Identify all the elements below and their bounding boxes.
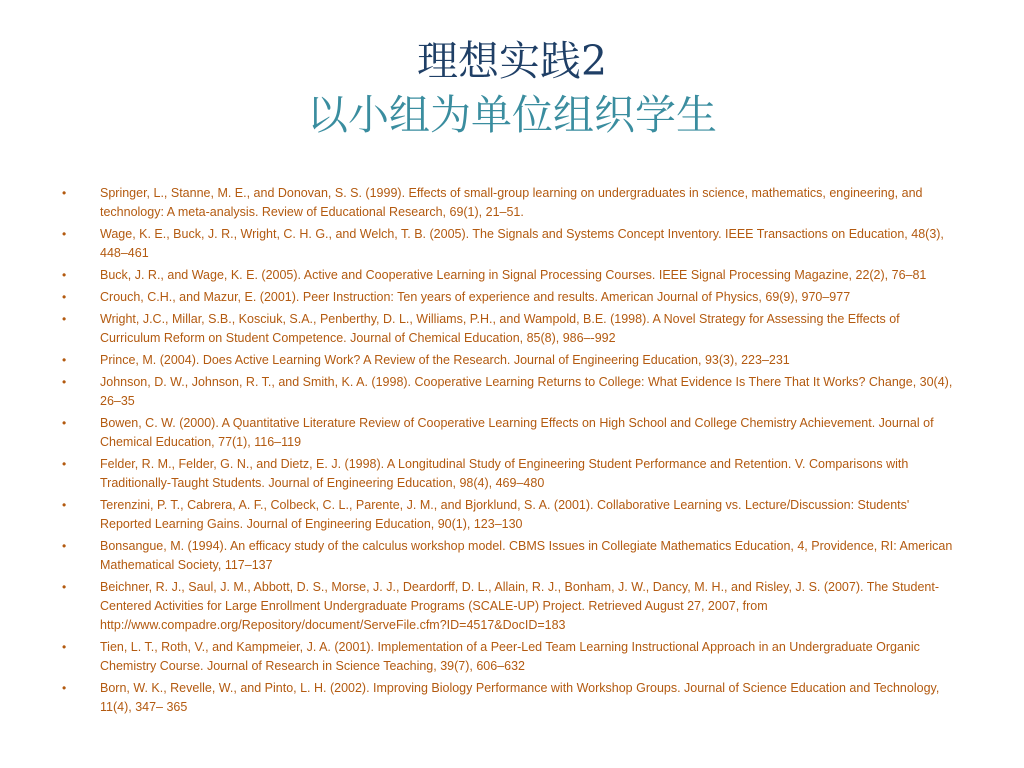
reference-item: [62, 184, 962, 222]
bullet-icon: •: [62, 290, 67, 304]
reference-item: [62, 679, 962, 717]
reference-item: [62, 288, 962, 307]
bullet-icon: •: [62, 640, 67, 654]
bullet-icon: •: [62, 186, 67, 200]
bullet-icon: •: [62, 498, 67, 512]
reference-text: Wage, K. E., Buck, J. R., Wright, C. H. G., and Welch, T. B. (2005). The Signals and Systems Concept Inventory. IEEE Transactions on Education, 48(3), 448–461: [100, 227, 944, 260]
reference-text: Bowen, C. W. (2000). A Quantitative Literature Review of Cooperative Learning Effects on High School and College Chemistry Achievement. Journal of Chemical Education, 77(1), 116–119: [100, 416, 934, 449]
reference-list: [62, 184, 962, 720]
bullet-icon: •: [62, 375, 67, 389]
reference-text: Prince, M. (2004). Does Active Learning Work? A Review of the Research. Journal of Engineering Education, 93(3), 223–231: [100, 353, 790, 367]
reference-text: Buck, J. R., and Wage, K. E. (2005). Active and Cooperative Learning in Signal Processing Courses. IEEE Signal Processing Magazine, 22(2), 76–81: [100, 268, 927, 282]
bullet-icon: •: [62, 539, 67, 553]
title-line-2: 以小组为单位组织学生: [307, 91, 717, 139]
bullet-icon: •: [62, 353, 67, 367]
bullet-icon: •: [62, 681, 67, 695]
bullet-icon: •: [62, 312, 67, 326]
bullet-icon: •: [62, 416, 67, 430]
reference-item: [62, 373, 962, 411]
reference-item: [62, 578, 962, 635]
reference-text: Terenzini, P. T., Cabrera, A. F., Colbeck, C. L., Parente, J. M., and Bjorklund, S. A. (2001). Collaborative Learning vs. Lecture/Discussion: Students' Reported Learning Gains. Journal of Engineering Education, 90(1), 123–130: [100, 498, 910, 531]
reference-item: [62, 537, 962, 575]
reference-item: [62, 496, 962, 534]
reference-text: Beichner, R. J., Saul, J. M., Abbott, D. S., Morse, J. J., Deardorff, D. L., Allain, R. J., Bonham, J. W., Dancy, M. H., and Risley, J. S. (2007). The Student-Centered Activities for Large Enrollment Undergraduate Programs (SCALE-UP) Project. Retrieved August 27, 2007, from http://www.compadre.org/Repository/document/ServeFile.cfm?ID=4517&DocID=183: [100, 580, 939, 632]
reference-item: [62, 455, 962, 493]
title-line-1: 理想实践2: [416, 37, 608, 85]
reference-item: [62, 310, 962, 348]
reference-item: [62, 351, 962, 370]
reference-text: Crouch, C.H., and Mazur, E. (2001). Peer Instruction: Ten years of experience and results. American Journal of Physics, 69(9), 970–977: [100, 290, 851, 304]
reference-text: Johnson, D. W., Johnson, R. T., and Smith, K. A. (1998). Cooperative Learning Returns to College: What Evidence Is There That It Works? Change, 30(4), 26–35: [100, 375, 953, 408]
bullet-icon: •: [62, 580, 67, 594]
bullet-icon: •: [62, 227, 67, 241]
reference-item: [62, 638, 962, 676]
bullet-icon: •: [62, 268, 67, 282]
slide-title: [0, 34, 1024, 142]
reference-text: Born, W. K., Revelle, W., and Pinto, L. H. (2002). Improving Biology Performance with Workshop Groups. Journal of Science Education and Technology, 11(4), 347– 365: [100, 681, 940, 714]
bullet-icon: •: [62, 457, 67, 471]
reference-item: [62, 266, 962, 285]
reference-text: Springer, L., Stanne, M. E., and Donovan, S. S. (1999). Effects of small-group learning on undergraduates in science, mathematics, engineering, and technology: A meta-analysis. Review of Educational Research, 69(1), 21–51.: [100, 186, 923, 219]
reference-text: Felder, R. M., Felder, G. N., and Dietz, E. J. (1998). A Longitudinal Study of Engineering Student Performance and Retention. V. Comparisons with Traditionally-Taught Students. Journal of Engineering Education, 98(4), 469–480: [100, 457, 909, 490]
reference-text: Wright, J.C., Millar, S.B., Kosciuk, S.A., Penberthy, D. L., Williams, P.H., and Wampold, B.E. (1998). A Novel Strategy for Assessing the Effects of Curriculum Reform on Student Competence. Journal of Chemical Education, 85(8), 986–-992: [100, 312, 900, 345]
reference-text: Tien, L. T., Roth, V., and Kampmeier, J. A. (2001). Implementation of a Peer-Led Team Learning Instructional Approach in an Undergraduate Organic Chemistry Course. Journal of Research in Science Teaching, 39(7), 606–632: [100, 640, 920, 673]
reference-text: Bonsangue, M. (1994). An efficacy study of the calculus workshop model. CBMS Issues in Collegiate Mathematics Education, 4, Providence, RI: American Mathematical Society, 117–137: [100, 539, 953, 572]
reference-item: [62, 225, 962, 263]
reference-item: [62, 414, 962, 452]
